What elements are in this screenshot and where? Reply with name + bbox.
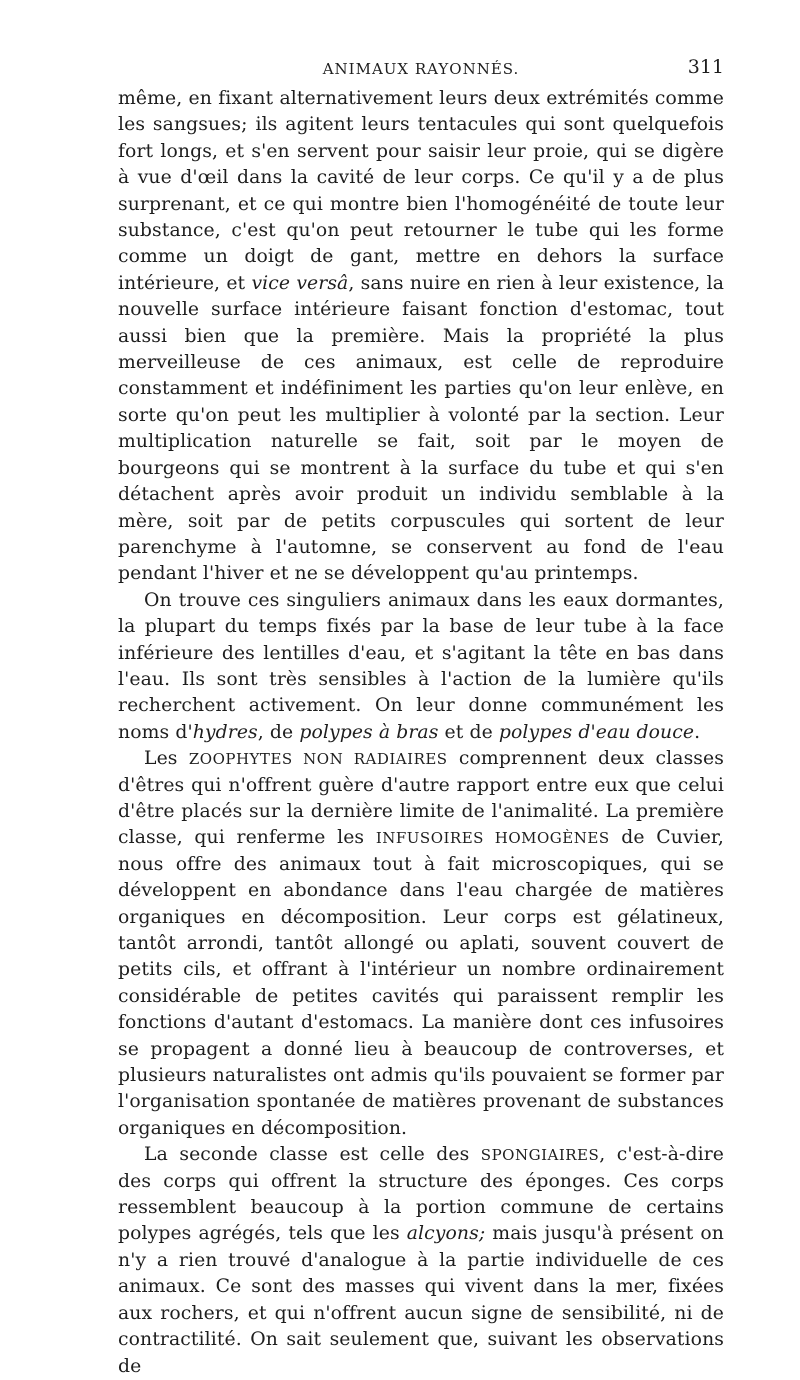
italic-text: polypes d'eau douce	[498, 721, 695, 743]
running-title: ANIMAUX RAYONNÉS.	[322, 60, 520, 78]
text-run: On trouve ces singuliers animaux dans les eaux dormantes, la plupart du temps fixés par la base de leur tube à la face inférieure des lentilles d'eau, et s'agitant la tête en bas dans l'eau. Ils sont très sensibles à l'action de la lumière qu'ils recherchent activement. On leur donne communément les noms d'	[118, 589, 724, 743]
paragraph	[118, 746, 724, 1142]
book-page	[118, 56, 724, 1380]
small-caps-text: ZOOPHYTES NON RADIAIRES	[188, 750, 448, 769]
text-run: Les	[144, 748, 189, 770]
text-run: , de	[257, 721, 300, 743]
text-run: mais jusqu'à présent on n'y a rien trouvé d'analogue à la partie individuelle de ces animaux. Ce sont des masses qui vivent dans la mer, fixées aux rochers, et qui n'offrent aucun signe de sensibilité, ni de contractilité. On sait seulement que, suivant les observations de	[118, 1223, 724, 1377]
text-run: .	[694, 721, 701, 743]
body-text	[118, 86, 724, 1380]
text-run: même, en fixant alternativement leurs deux extrémités comme les sangsues; ils agitent leurs tentacules qui sont quelquefois fort longs, et s'en servent pour saisir leur proie, qui se digère à vue d'œil dans la cavité de leur corps. Ce qu'il y a de plus surprenant, et ce qui montre bien l'homogénéité de toute leur substance, c'est qu'on peut retourner le tube qui les forme comme un doigt de gant, mettre en dehors la surface intérieure, et	[118, 88, 724, 294]
small-caps-text: SPONGIAIRES	[480, 1146, 600, 1165]
text-run: et de	[438, 721, 499, 743]
italic-text: polypes à bras	[299, 721, 439, 743]
paragraph	[118, 588, 724, 746]
text-run: de Cuvier, nous offre des animaux tout à fait microscopiques, qui se développent en abondance dans l'eau chargée de matières organiques en décomposition. Leur corps est gélatineux, tantôt arrondi, tantôt allongé ou aplati, souvent couvert de petits cils, et offrant à l'intérieur un nombre ordinairement considérable de petites cavités qui paraissent remplir les fonctions d'autant d'estomacs. La manière dont ces infusoires se propagent a donné lieu à beaucoup de controverses, et plusieurs naturalistes ont admis qu'ils pouvaient se former par l'organisation spontanée de matières provenant de substances organiques en décomposition.	[118, 827, 724, 1139]
text-run: , c'est-à-dire des corps qui offrent la structure des éponges. Ces corps ressemblent beaucoup à la portion commune de certains polypes agrégés, tels que les	[118, 1144, 725, 1245]
running-header	[118, 56, 724, 86]
text-run: comprennent deux classes d'êtres qui n'offrent guère d'autre rapport entre eux que celui d'être placés sur la dernière limite de l'animalité. La première classe, qui renferme les	[118, 748, 724, 849]
paragraph	[118, 86, 724, 588]
paragraph	[118, 1142, 724, 1380]
italic-text: vice versâ	[251, 272, 349, 294]
small-caps-text: INFUSOIRES HOMOGÈNES	[375, 829, 610, 848]
italic-text: hydres	[192, 721, 258, 743]
text-run: La seconde classe est celle des	[144, 1144, 481, 1166]
page-number: 311	[687, 56, 724, 78]
text-run: , sans nuire en rien à leur existence, la nouvelle surface intérieure faisant fonction d'estomac, tout aussi bien que la première. Mais la propriété la plus merveilleuse de ces animaux, est celle de reproduire constamment et indéfiniment les parties qu'on leur enlève, en sorte qu'on peut les multiplier à volonté par la section. Leur multiplication naturelle se fait, soit par le moyen de bourgeons qui se montrent à la surface du tube et qui s'en détachent après avoir produit un individu semblable à la mère, soit par de petits corpuscules qui sortent de leur parenchyme à l'automne, se conservent au fond de l'eau pendant l'hiver et ne se développent qu'au printemps.	[118, 272, 725, 585]
italic-text: alcyons;	[406, 1223, 486, 1245]
